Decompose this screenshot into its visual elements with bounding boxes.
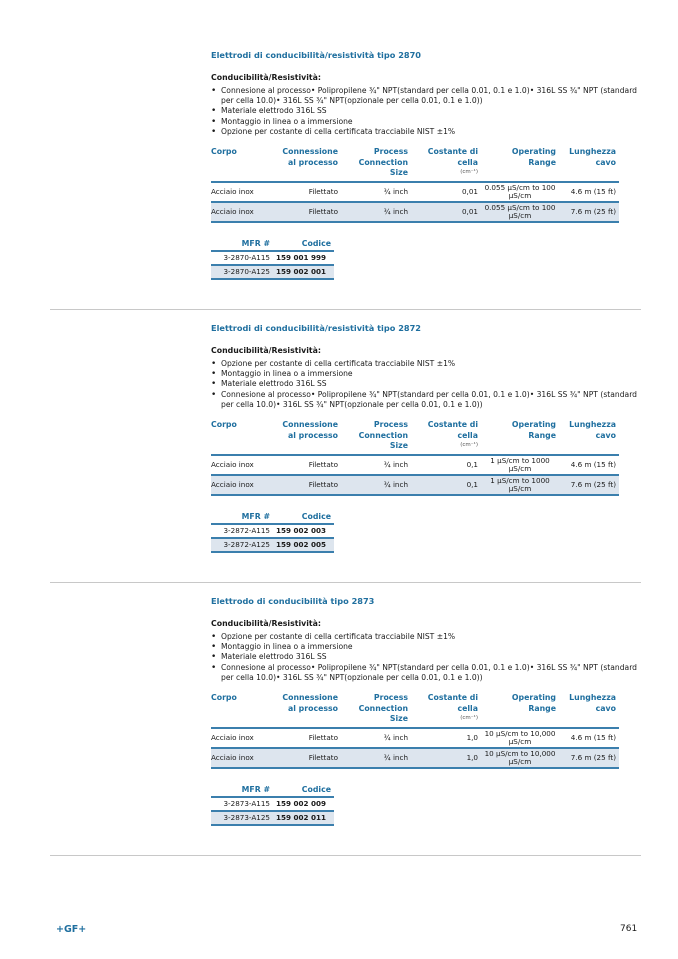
cell-mfr: 3-2872-A115 [211, 524, 273, 538]
cell-costante: 0,1 [411, 475, 481, 495]
cell-range: 0.055 µS/cm to 100 µS/cm [481, 182, 559, 202]
col-costante-label: Costante di cella [427, 693, 478, 713]
cell-connessione: Filettato [273, 728, 341, 748]
cell-process: ¾ inch [341, 475, 411, 495]
table-row [211, 728, 619, 748]
cell-connessione: Filettato [273, 455, 341, 475]
cell-corpo: Acciaio inox [211, 748, 273, 768]
table-row [211, 475, 619, 495]
cell-mfr: 3-2872-A125 [211, 538, 273, 552]
list-item: • Connesione al processo• Polipropilene ¾" NPT(standard per cella 0.01, 0.1 e 1.0)• 316L SS ¾" NPT (standard per cella 10.0)• 316L SS ¾" NPT(opzionale per cella 0.01, 0.1 e 1.0)) [211, 390, 641, 410]
list-item: • Montaggio in linea o a immersione [211, 117, 641, 127]
section-title: Elettrodi di conducibilità/resistività tipo 2872 [211, 323, 421, 333]
cell-process: ¾ inch [341, 455, 411, 475]
cell-corpo: Acciaio inox [211, 455, 273, 475]
cell-lunghezza: 7.6 m (25 ft) [559, 202, 619, 222]
list-item: • Montaggio in linea o a immersione [211, 369, 641, 379]
cell-process: ¾ inch [341, 748, 411, 768]
table-header-row [211, 785, 334, 797]
cell-mfr: 3-2873-A125 [211, 811, 273, 825]
table-row [211, 524, 334, 538]
spec-table [211, 420, 619, 496]
cell-corpo: Acciaio inox [211, 475, 273, 495]
cell-lunghezza: 4.6 m (15 ft) [559, 182, 619, 202]
spec-table [211, 147, 619, 223]
list-item: • Connesione al processo• Polipropilene ¾" NPT(standard per cella 0.01, 0.1 e 1.0)• 316L SS ¾" NPT (standard per cella 10.0)• 316L SS ¾" NPT(opzionale per cella 0.01, 0.1 e 1.0)) [211, 663, 641, 683]
col-connessione: Connessione al processo [273, 420, 341, 455]
col-range: Operating Range [481, 420, 559, 455]
cell-lunghezza: 7.6 m (25 ft) [559, 748, 619, 768]
cell-costante: 0,01 [411, 202, 481, 222]
col-lunghezza: Lunghezza cavo [559, 147, 619, 182]
section-2873 [211, 596, 641, 826]
feature-list [211, 632, 641, 683]
col-codice: Codice [273, 512, 334, 524]
table-header-row [211, 147, 619, 182]
cell-codice: 159 002 009 [273, 797, 334, 811]
col-corpo: Corpo [211, 420, 273, 455]
table-header-row [211, 239, 334, 251]
cell-costante: 1,0 [411, 748, 481, 768]
col-codice: Codice [273, 785, 334, 797]
section-2870 [211, 50, 641, 280]
list-item: • Materiale elettrodo 316L SS [211, 106, 641, 116]
cell-process: ¾ inch [341, 182, 411, 202]
cell-codice: 159 002 011 [273, 811, 334, 825]
col-connessione: Connessione al processo [273, 693, 341, 728]
table-row [211, 265, 334, 279]
cell-range: 1 µS/cm to 1000 µS/cm [481, 475, 559, 495]
col-costante-unit: (cm⁻¹) [460, 715, 478, 722]
cell-mfr: 3-2873-A115 [211, 797, 273, 811]
col-connessione: Connessione al processo [273, 147, 341, 182]
section-divider [50, 855, 641, 856]
mfr-table [211, 512, 334, 553]
col-mfr: MFR # [211, 239, 273, 251]
cell-range: 10 µS/cm to 10,000 µS/cm [481, 728, 559, 748]
col-codice: Codice [273, 239, 334, 251]
col-costante [411, 693, 481, 728]
cell-costante: 1,0 [411, 728, 481, 748]
col-costante [411, 420, 481, 455]
list-item: • Opzione per costante di cella certificata tracciabile NIST ±1% [211, 632, 641, 642]
list-item: • Opzione per costante di cella certificata tracciabile NIST ±1% [211, 127, 641, 137]
col-process: Process Connection Size [341, 147, 411, 182]
cell-lunghezza: 4.6 m (15 ft) [559, 455, 619, 475]
cell-corpo: Acciaio inox [211, 182, 273, 202]
col-costante-unit: (cm⁻¹) [460, 442, 478, 449]
col-lunghezza: Lunghezza cavo [559, 693, 619, 728]
col-process: Process Connection Size [341, 420, 411, 455]
cell-codice: 159 002 005 [273, 538, 334, 552]
list-item: • Materiale elettrodo 316L SS [211, 652, 641, 662]
cell-mfr: 3-2870-A125 [211, 265, 273, 279]
list-item: • Montaggio in linea o a immersione [211, 642, 641, 652]
list-item: • Connesione al processo• Polipropilene ¾" NPT(standard per cella 0.01, 0.1 e 1.0)• 316L SS ¾" NPT (standard per cella 10.0)• 316L SS ¾" NPT(opzionale per cella 0.01, 0.1 e 1.0)) [211, 86, 641, 106]
table-header-row [211, 512, 334, 524]
list-item: • Materiale elettrodo 316L SS [211, 379, 641, 389]
cell-range: 10 µS/cm to 10,000 µS/cm [481, 748, 559, 768]
col-costante-unit: (cm⁻¹) [460, 169, 478, 176]
table-row [211, 251, 334, 265]
cell-codice: 159 001 999 [273, 251, 334, 265]
table-row [211, 538, 334, 552]
col-costante [411, 147, 481, 182]
table-row [211, 182, 619, 202]
cell-connessione: Filettato [273, 748, 341, 768]
col-costante-label: Costante di cella [427, 147, 478, 167]
section-subhead: Conducibilità/Resistività: [211, 619, 321, 628]
spec-table [211, 693, 619, 769]
cell-codice: 159 002 003 [273, 524, 334, 538]
section-subhead: Conducibilità/Resistività: [211, 73, 321, 82]
cell-process: ¾ inch [341, 202, 411, 222]
table-row [211, 811, 334, 825]
table-row [211, 797, 334, 811]
list-item: • Opzione per costante di cella certificata tracciabile NIST ±1% [211, 359, 641, 369]
feature-list [211, 359, 641, 410]
col-range: Operating Range [481, 693, 559, 728]
col-process: Process Connection Size [341, 693, 411, 728]
col-corpo: Corpo [211, 693, 273, 728]
cell-connessione: Filettato [273, 182, 341, 202]
gf-logo: +GF+ [56, 924, 87, 935]
col-mfr: MFR # [211, 785, 273, 797]
section-subhead: Conducibilità/Resistività: [211, 346, 321, 355]
feature-list [211, 86, 641, 137]
cell-connessione: Filettato [273, 202, 341, 222]
cell-connessione: Filettato [273, 475, 341, 495]
cell-process: ¾ inch [341, 728, 411, 748]
cell-costante: 0,1 [411, 455, 481, 475]
mfr-table [211, 785, 334, 826]
col-mfr: MFR # [211, 512, 273, 524]
section-title: Elettrodo di conducibilità tipo 2873 [211, 596, 375, 606]
cell-costante: 0,01 [411, 182, 481, 202]
col-corpo: Corpo [211, 147, 273, 182]
col-range: Operating Range [481, 147, 559, 182]
cell-lunghezza: 4.6 m (15 ft) [559, 728, 619, 748]
table-row [211, 748, 619, 768]
section-divider [50, 309, 641, 310]
cell-range: 1 µS/cm to 1000 µS/cm [481, 455, 559, 475]
col-costante-label: Costante di cella [427, 420, 478, 440]
section-title: Elettrodi di conducibilità/resistività tipo 2870 [211, 50, 421, 60]
cell-range: 0.055 µS/cm to 100 µS/cm [481, 202, 559, 222]
table-row [211, 202, 619, 222]
cell-lunghezza: 7.6 m (25 ft) [559, 475, 619, 495]
col-lunghezza: Lunghezza cavo [559, 420, 619, 455]
cell-mfr: 3-2870-A115 [211, 251, 273, 265]
table-header-row [211, 420, 619, 455]
cell-corpo: Acciaio inox [211, 202, 273, 222]
section-2872 [211, 323, 641, 553]
table-header-row [211, 693, 619, 728]
cell-codice: 159 002 001 [273, 265, 334, 279]
section-divider [50, 582, 641, 583]
mfr-table [211, 239, 334, 280]
table-row [211, 455, 619, 475]
page-number: 761 [620, 924, 638, 934]
cell-corpo: Acciaio inox [211, 728, 273, 748]
